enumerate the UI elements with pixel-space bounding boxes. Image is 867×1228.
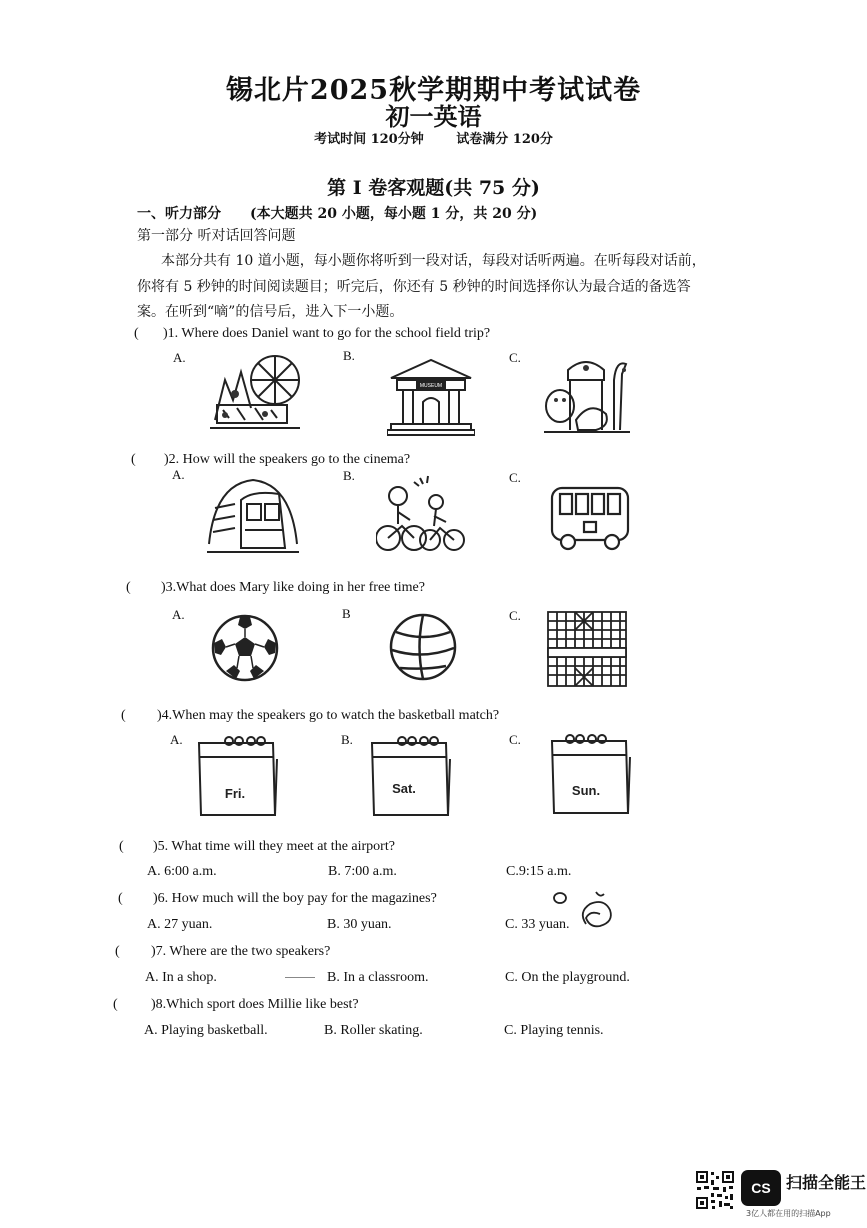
- zoo-icon: [540, 350, 632, 434]
- option-text: B. In a classroom.: [327, 970, 429, 985]
- answer-paren: (: [126, 580, 131, 595]
- option-text: C.9:15 a.m.: [506, 864, 572, 879]
- answer-paren: (: [121, 708, 126, 723]
- option-text: A. Playing basketball.: [144, 1023, 268, 1038]
- calendar-icon: [195, 735, 279, 819]
- option-label: C.: [509, 608, 521, 623]
- divider: [285, 977, 315, 978]
- question-text: )4.When may the speakers go to watch the basketball match?: [157, 708, 500, 723]
- answer-paren: (: [119, 839, 124, 854]
- option-label: B.: [343, 348, 355, 363]
- exam-subtitle: 初一英语: [385, 102, 482, 131]
- football-icon: [210, 613, 280, 683]
- question-text: )1. Where does Daniel want to go for the school field trip?: [163, 326, 491, 341]
- option-text: A. 27 yuan.: [147, 917, 213, 932]
- option-label: C.: [509, 732, 521, 747]
- section-heading: 一、听力部分: [137, 206, 221, 222]
- calendar-icon: [548, 733, 632, 817]
- option-text: C. 33 yuan.: [505, 917, 570, 932]
- question-text: )3.What does Mary like doing in her free time?: [161, 580, 425, 595]
- answer-paren: (: [118, 891, 123, 906]
- calendar-day-label: Sat.: [392, 781, 416, 796]
- option-label: C.: [509, 470, 521, 485]
- question-text: )5. What time will they meet at the airport?: [153, 839, 395, 854]
- calendar-day-label: Sun.: [571, 783, 601, 798]
- part-title: 第 I 卷客观题(共 75 分): [327, 177, 540, 199]
- question-text: )2. How will the speakers go to the cinema?: [164, 452, 411, 467]
- exam-meta: [0, 128, 867, 147]
- watermark-tagline: 3亿人都在用的扫描App: [746, 1209, 831, 1218]
- exam-title: 锡北片2025秋学期期中考试试卷: [225, 75, 642, 106]
- option-label: A.: [173, 350, 186, 365]
- bicycles-icon: [376, 472, 466, 554]
- qr-code-icon: [695, 1170, 735, 1210]
- option-label: A.: [172, 607, 185, 622]
- bus-icon: [548, 484, 632, 554]
- instruction-line: 案。在听到“嘀”的信号后，进入下一小题。: [137, 304, 404, 320]
- subway-train-icon: [205, 474, 301, 556]
- option-text: B. 7:00 a.m.: [328, 864, 397, 879]
- calendar-icon: [368, 735, 452, 819]
- option-text: C. Playing tennis.: [504, 1023, 604, 1038]
- chess-board-icon: [546, 610, 628, 688]
- option-text: B. Roller skating.: [324, 1023, 423, 1038]
- option-text: A. 6:00 a.m.: [147, 864, 217, 879]
- option-text: C. On the playground.: [505, 970, 630, 985]
- scribble-doodle-icon: [552, 888, 618, 930]
- option-label: A.: [170, 732, 183, 747]
- exam-time: 考试时间 120分钟: [314, 132, 424, 147]
- option-label: C.: [509, 350, 521, 365]
- question-text: )7. Where are the two speakers?: [151, 944, 331, 959]
- answer-paren: (: [134, 326, 139, 341]
- option-label: B.: [343, 468, 355, 483]
- watermark-name: 扫描全能王: [786, 1173, 867, 1192]
- amusement-park-icon: [205, 350, 305, 432]
- answer-paren: (: [113, 997, 118, 1012]
- option-label: B.: [341, 732, 353, 747]
- camscanner-logo: CS: [741, 1170, 781, 1206]
- full-score: 试卷满分 120分: [456, 132, 553, 147]
- museum-icon: [387, 356, 475, 436]
- instruction-line: 你将有 5 秒钟的时间阅读题目；听完后，你还有 5 秒钟的时间选择你认为最合适的备选答: [137, 279, 691, 295]
- option-label: A.: [172, 467, 185, 482]
- question-text: )6. How much will the boy pay for the magazines?: [153, 891, 437, 906]
- answer-paren: (: [115, 944, 120, 959]
- svg-text:MUSEUM: MUSEUM: [419, 383, 443, 389]
- calendar-day-label: Fri.: [224, 786, 246, 801]
- sub-heading: 第一部分 听对话回答问题: [137, 228, 296, 244]
- instruction-line: 本部分共有 10 道小题，每小题你将听到一段对话，每段对话听两遍。在听每段对话前，: [161, 253, 706, 269]
- option-label: B: [342, 606, 351, 621]
- answer-paren: (: [131, 452, 136, 467]
- question-text: )8.Which sport does Millie like best?: [151, 997, 359, 1012]
- section-note: (本大题共 20 小题，每小题 1 分，共 20 分): [250, 206, 538, 222]
- volleyball-icon: [388, 612, 458, 682]
- option-text: A. In a shop.: [145, 970, 217, 985]
- option-text: B. 30 yuan.: [327, 917, 392, 932]
